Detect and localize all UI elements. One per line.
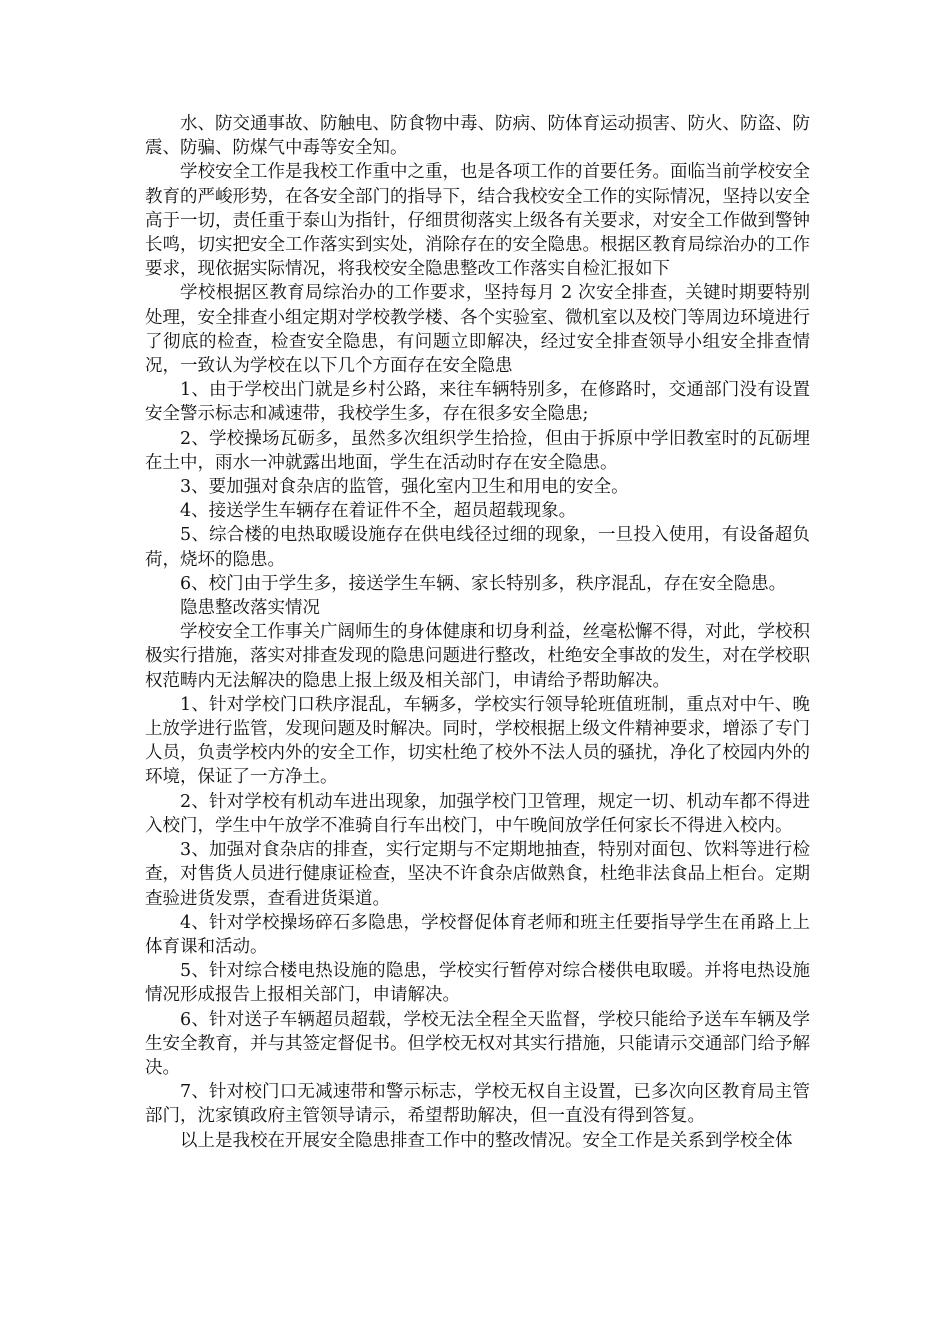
paragraph-hazard-5: 5、综合楼的电热取暖设施存在供电线径过细的现象，一旦投入使用，有设备超负荷，烧坏的隐患。 [145,525,810,570]
paragraph-hazard-1: 1、由于学校出门就是乡村公路，来往车辆特别多，在修路时，交通部门没有设置安全警示标志和减速带，我校学生多，存在很多安全隐患; [145,380,810,425]
paragraph-measure-5: 5、针对综合楼电热设施的隐患，学校实行暂停对综合楼供电取暖。并将电热设施情况形成报告上报相关部门，申请解决。 [145,961,810,1006]
paragraph-measure-1: 1、针对学校门口秩序混乱，车辆多，学校实行领导轮班值班制，重点对中午、晚上放学进行监管，发现问题及时解决。同时，学校根据上级文件精神要求，增添了专门人员，负责学校内外的安全工作，切实杜绝了校外不法人员的骚扰，净化了校园内外的环境，保证了一方净土。 [145,694,810,788]
section-heading-rectification: 隐患整改落实情况 [180,598,320,619]
paragraph-hazard-4: 4、接送学生车辆存在着证件不全，超员超载现象。 [180,501,577,522]
paragraph-rectification-intro: 学校安全工作事关广阔师生的身体健康和切身利益，丝毫松懈不得，对此，学校积极实行措施，落实对排查发现的隐患问题进行整改，杜绝安全事故的发生，对在学校职权范畴内无法解决的隐患上报上级及相关部门，申请给予帮助解决。 [145,622,810,691]
paragraph-conclusion: 以上是我校在开展安全隐患排查工作中的整改情况。安全工作是关系到学校全体 [180,1130,793,1151]
paragraph-measure-7: 7、针对校门口无减速带和警示标志，学校无权自主设置，已多次向区教育局主管部门，沈家镇政府主管领导请示，希望帮助解决，但一直没有得到答复。 [145,1082,810,1127]
paragraph-measure-3: 3、加强对食杂店的排查，实行定期与不定期地抽查，特别对面包、饮料等进行检查，对售货人员进行健康证检查，坚决不许食杂店做熟食，杜绝非法食品上柜台。定期查验进货发票，查看进货渠道。 [145,840,810,909]
paragraph-measure-4: 4、针对学校操场碎石多隐患，学校督促体育老师和班主任要指导学生在甬路上上体育课和活动。 [145,912,810,957]
paragraph-inspection: 学校根据区教育局综治办的工作要求，坚持每月 2 次安全排查，关键时期要特别处理，安全排查小组定期对学校教学楼、各个实验室、微机室以及校门等周边环境进行了彻底的检查，检查安全隐患，有问题立即解决，经过安全排查领导小组安全排查情况，一致认为学校在以下几个方面存在安全隐患 [145,283,810,377]
paragraph-hazard-2: 2、学校操场瓦砺多，虽然多次组织学生拾捡，但由于拆原中学旧教室时的瓦砺埋在土中，雨水一冲就露出地面，学生在活动时存在安全隐患。 [145,428,810,473]
paragraph-hazard-3: 3、要加强对食杂店的监管，强化室内卫生和用电的安全。 [180,477,629,498]
paragraph-measure-6: 6、针对送子车辆超员超载，学校无法全程全天监督，学校只能给予送车车辆及学生安全教育，并与其签定督促书。但学校无权对其实行措施，只能请示交通部门给予解决。 [145,1009,810,1078]
paragraph-measure-2: 2、针对学校有机动车进出现象，加强学校门卫管理，规定一切、机动车都不得进入校门，学生中午放学不准骑自行车出校门，中午晚间放学任何家长不得进入校内。 [145,791,810,836]
paragraph-safety-importance: 学校安全工作是我校工作重中之重，也是各项工作的首要任务。面临当前学校安全教育的严峻形势，在各安全部门的指导下，结合我校安全工作的实际情况，坚持以安全高于一切，责任重于泰山为指针，仔细贯彻落实上级各有关要求，对安全工作做到警钟长鸣，切实把安全工作落实到实处，消除存在的安全隐患。根据区教育局综治办的工作要求，现依据实际情况，将我校安全隐患整改工作落实自检汇报如下 [145,162,810,280]
document-body [145,112,810,1153]
paragraph-hazard-6: 6、校门由于学生多，接送学生车辆、家长特别多，秩序混乱，存在安全隐患。 [180,573,787,594]
paragraph-safety-knowledge: 水、防交通事故、防触电、防食物中毒、防病、防体育运动损害、防火、防盗、防震、防骗、防煤气中毒等安全知。 [145,114,810,159]
